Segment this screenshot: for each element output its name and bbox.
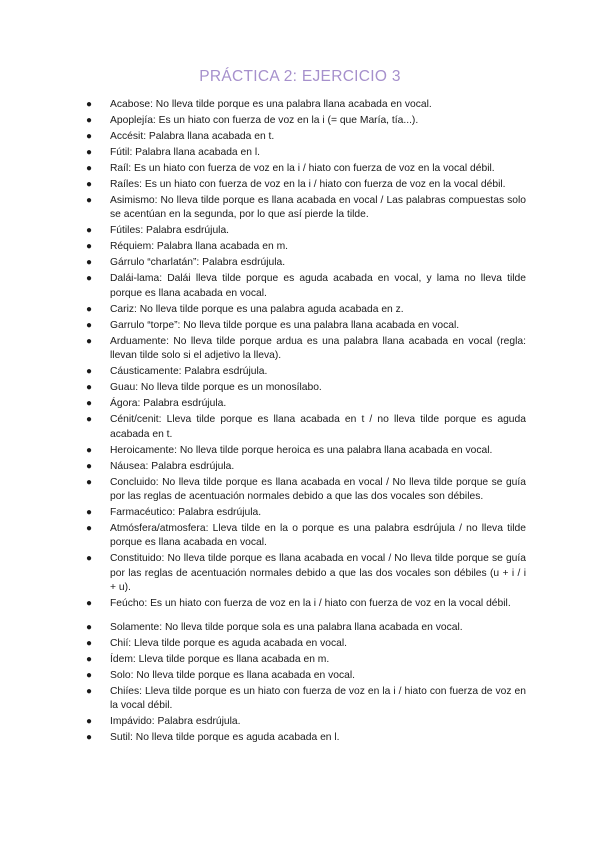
bullet-icon: ● [86, 685, 93, 697]
bullet-icon: ● [86, 115, 93, 126]
list-item [86, 522, 526, 551]
item-text: Solo: No lleva tilde porque es llana acabada en vocal. [110, 669, 355, 681]
list-item [86, 98, 526, 112]
bullet-icon: ● [86, 507, 93, 519]
list-item [86, 194, 526, 223]
bullet-icon: ● [86, 257, 93, 269]
bullet-icon: ● [86, 319, 93, 331]
item-text: Concluido: No lleva tilde porque es llana acabada en vocal / No lleva tilde porque se guía por las reglas de acentuación normales debido a que las dos vocales son débiles. [110, 476, 526, 503]
bullet-icon: ● [86, 523, 93, 535]
list-item [86, 413, 526, 442]
bullet-icon: ● [86, 444, 93, 456]
list-item [86, 114, 526, 128]
list-item [86, 335, 526, 364]
list-item [86, 685, 526, 714]
list-item [86, 272, 526, 301]
item-text: Impávido: Palabra esdrújula. [110, 716, 241, 728]
item-text: Heroicamente: No lleva tilde porque heroica es una palabra llana acabada en vocal. [110, 444, 493, 456]
item-text: Raíl: Es un hiato con fuerza de voz en la i / hiato con fuerza de voz en la vocal débil. [110, 163, 495, 174]
bullet-icon: ● [86, 669, 93, 681]
item-text: Cariz: No lleva tilde porque es una palabra aguda acabada en z. [110, 303, 404, 315]
item-text: Solamente: No lleva tilde porque sola es una palabra llana acabada en vocal. [110, 621, 463, 633]
item-text: Constituido: No lleva tilde porque es llana acabada en vocal / No lleva tilde porque se guía por las reglas de acentuación normales debido a que las dos vocales son débiles (u + i / i + u). [110, 553, 526, 594]
list-item [86, 597, 526, 611]
bullet-icon: ● [86, 732, 93, 744]
bullet-icon: ● [86, 131, 93, 142]
list-item [86, 130, 526, 144]
item-text: Farmacéutico: Palabra esdrújula. [110, 507, 262, 519]
bullet-icon: ● [86, 366, 93, 378]
bullet-icon: ● [86, 598, 93, 610]
list-item [86, 146, 526, 160]
item-text: Sutil: No lleva tilde porque es aguda acabada en l. [110, 732, 340, 744]
item-text: Gárrulo “charlatán”: Palabra esdrújula. [110, 257, 286, 269]
item-text: Chií: Lleva tilde porque es aguda acabada en vocal. [110, 637, 347, 649]
list-item [86, 731, 526, 745]
bullet-icon: ● [86, 147, 93, 158]
item-text: Cáusticamente: Palabra esdrújula. [110, 366, 268, 378]
bullet-icon: ● [86, 553, 93, 565]
list-item [86, 319, 526, 333]
list-item [86, 552, 526, 595]
list-item [86, 365, 526, 379]
item-text: Asimismo: No lleva tilde porque es llana acabada en vocal / Las palabras compuestas solo se acentúan en la segunda, por lo que así pierde la tilde. [110, 195, 526, 221]
bullet-icon: ● [86, 225, 93, 237]
list-item [86, 178, 526, 192]
bullet-icon: ● [86, 273, 93, 285]
list-item [86, 506, 526, 520]
list-item [86, 224, 526, 238]
bullet-icon: ● [86, 163, 93, 174]
list-item [86, 162, 526, 176]
item-text: Cénit/cenit: Lleva tilde porque es llana acabada en t / no lleva tilde porque es aguda acabada en t. [110, 414, 526, 440]
list-item [86, 240, 526, 254]
bullet-icon: ● [86, 414, 93, 426]
item-text: Accésit: Palabra llana acabada en t. [110, 131, 275, 142]
item-text: Arduamente: No lleva tilde porque ardua es una palabra llana acabada en vocal (regla: llevan tilde solo si el adjetivo la lleva). [110, 335, 526, 362]
bullet-icon: ● [86, 637, 93, 649]
list-item [86, 637, 526, 651]
bullet-icon: ● [86, 621, 93, 633]
list-item [86, 444, 526, 458]
item-text: Feúcho: Es un hiato con fuerza de voz en la i / hiato con fuerza de voz en la vocal débil. [110, 598, 511, 610]
item-text: Dalái-lama: Dalái lleva tilde porque es aguda acabada en vocal, y lama no lleva tilde porque es llana acabada en vocal. [110, 273, 526, 299]
item-text: Chiíes: Lleva tilde porque es un hiato con fuerza de voz en la i / hiato con fuerza de voz en la vocal débil. [110, 685, 526, 712]
bullet-icon: ● [86, 382, 93, 394]
list-item [86, 303, 526, 317]
list-item [86, 653, 526, 667]
list-item [86, 476, 526, 505]
item-text: Ídem: Lleva tilde porque es llana acabada en m. [110, 653, 330, 665]
list-item [86, 715, 526, 729]
item-text: Garrulo “torpe”: No lleva tilde porque es una palabra llana acabada en vocal. [110, 319, 460, 331]
list-item [86, 460, 526, 474]
bullet-icon: ● [86, 716, 93, 728]
item-text: Guau: No lleva tilde porque es un monosílabo. [110, 382, 322, 394]
item-text: Fútiles: Palabra esdrújula. [110, 225, 230, 237]
item-text: Apoplejía: Es un hiato con fuerza de voz en la i (= que María, tía...). [110, 115, 419, 126]
bullet-icon: ● [86, 398, 93, 410]
item-text: Náusea: Palabra esdrújula. [110, 460, 235, 472]
list-item [86, 621, 526, 635]
item-text: Acabose: No lleva tilde porque es una palabra llana acabada en vocal. [110, 99, 432, 110]
item-text: Atmósfera/atmosfera: Lleva tilde en la o porque es una palabra esdrújula / no lleva tilde porque es llana acabada en vocal. [110, 523, 526, 549]
list-item [86, 397, 526, 411]
list-item [86, 669, 526, 683]
bullet-icon: ● [86, 335, 93, 347]
item-text: Raíles: Es un hiato con fuerza de voz en la i / hiato con fuerza de voz en la vocal débil. [110, 179, 506, 190]
list-item [86, 381, 526, 395]
bullet-icon: ● [86, 476, 93, 488]
bullet-icon: ● [86, 303, 93, 315]
item-text: Réquiem: Palabra llana acabada en m. [110, 241, 289, 253]
bullet-icon: ● [86, 99, 93, 110]
bullet-icon: ● [86, 460, 93, 472]
bullet-icon: ● [86, 179, 93, 190]
item-text: Ágora: Palabra esdrújula. [110, 398, 227, 410]
bullet-icon: ● [86, 653, 93, 665]
exercise-list [86, 98, 526, 747]
page-title: PRÁCTICA 2: EJERCICIO 3 [199, 68, 401, 85]
list-item [86, 256, 526, 270]
bullet-icon: ● [86, 195, 93, 206]
bullet-icon: ● [86, 241, 93, 253]
item-text: Fútil: Palabra llana acabada en l. [110, 147, 260, 158]
